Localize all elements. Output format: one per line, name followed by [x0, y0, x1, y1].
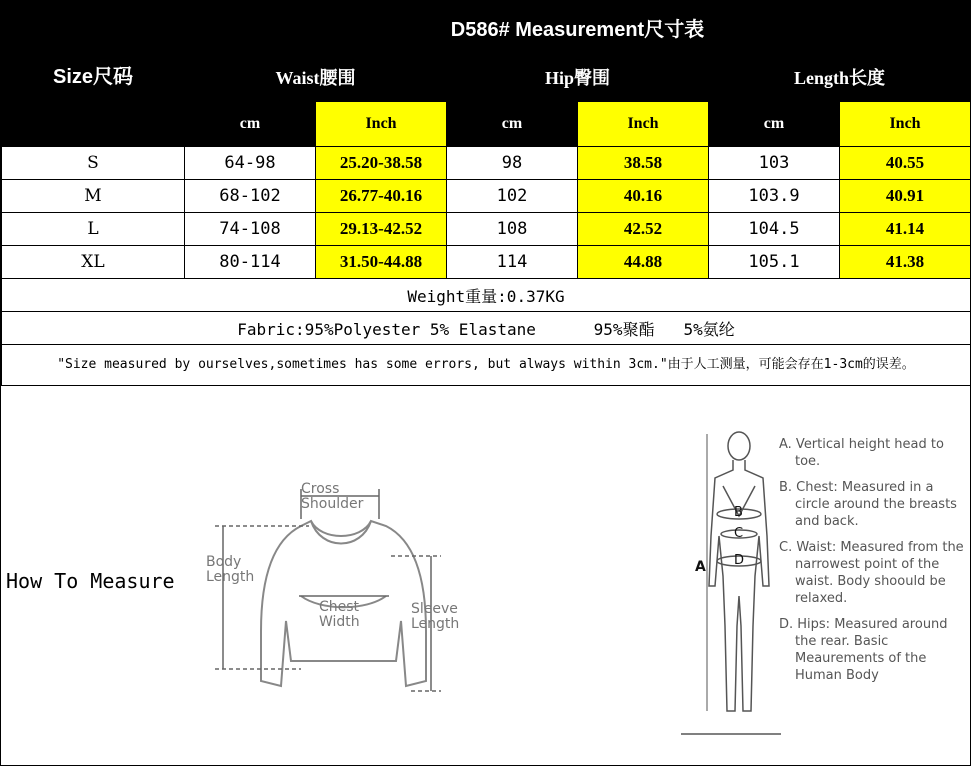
size-cell: XL	[2, 246, 185, 279]
marker-a: A	[695, 559, 706, 575]
chest-width-label-2: Width	[319, 614, 360, 630]
unit-header: Inch	[578, 102, 709, 147]
body-length-label-2: Length	[206, 569, 255, 585]
length-inch-cell: 40.91	[840, 180, 971, 213]
hip-header: Hip臀围	[447, 53, 709, 102]
marker-b: B	[734, 505, 743, 520]
size-header: Size尺码	[2, 2, 185, 147]
hip-cm-cell: 108	[447, 213, 578, 246]
legend-item-hips: D. Hips: Measured around the rear. Basic Meaurements of the Human Body	[779, 617, 948, 683]
waist-cm-cell: 68-102	[185, 180, 316, 213]
shirt-diagram	[201, 471, 471, 701]
marker-d: D	[734, 553, 745, 568]
size-cell: S	[2, 147, 185, 180]
length-inch-cell: 40.55	[840, 147, 971, 180]
table-title: D586# Measurement尺寸表	[185, 2, 971, 53]
waist-cm-cell: 80-114	[185, 246, 316, 279]
measurement-legend	[779, 436, 964, 693]
sleeve-length-label-2: Length	[411, 616, 460, 632]
unit-header: cm	[709, 102, 840, 147]
table-row	[2, 180, 971, 213]
length-inch-cell: 41.14	[840, 213, 971, 246]
table-row	[2, 213, 971, 246]
shirt-collar	[311, 521, 371, 536]
hip-cm-cell: 102	[447, 180, 578, 213]
hip-cm-cell: 114	[447, 246, 578, 279]
hip-inch-cell: 42.52	[578, 213, 709, 246]
length-cm-cell: 104.5	[709, 213, 840, 246]
waist-header: Waist腰围	[185, 53, 447, 102]
body-outline	[709, 460, 769, 711]
waist-cm-cell: 64-98	[185, 147, 316, 180]
legend-item-waist: C. Waist: Measured from the narrowest point of the waist. Body shoould be relaxed.	[779, 540, 964, 606]
legend-item-height: A. Vertical height head to toe.	[779, 437, 944, 469]
waist-inch-cell: 31.50-44.88	[316, 246, 447, 279]
table-row	[2, 246, 971, 279]
how-to-measure-label: How To Measure	[6, 569, 175, 593]
body-diagram	[681, 426, 781, 736]
length-cm-cell: 103.9	[709, 180, 840, 213]
table-row	[2, 147, 971, 180]
unit-header: Inch	[840, 102, 971, 147]
size-cell: M	[2, 180, 185, 213]
cross-shoulder-label-2: Shoulder	[301, 496, 364, 512]
head-shape	[728, 432, 750, 460]
length-inch-cell: 41.38	[840, 246, 971, 279]
hip-inch-cell: 38.58	[578, 147, 709, 180]
body-length-label-1: Body	[206, 554, 242, 570]
sleeve-length-label-1: Sleeve	[411, 601, 458, 617]
unit-header: Inch	[316, 102, 447, 147]
length-header: Length长度	[709, 53, 971, 102]
size-table	[1, 1, 971, 386]
marker-c: C	[734, 526, 744, 541]
length-cm-cell: 103	[709, 147, 840, 180]
waist-inch-cell: 29.13-42.52	[316, 213, 447, 246]
chest-width-label-1: Chest	[319, 599, 360, 615]
cross-shoulder-label-1: Cross	[301, 481, 340, 497]
fabric-info: Fabric:95%Polyester 5% Elastane 95%聚酯 5%氨纶	[2, 312, 971, 345]
waist-inch-cell: 25.20-38.58	[316, 147, 447, 180]
waist-inch-cell: 26.77-40.16	[316, 180, 447, 213]
length-cm-cell: 105.1	[709, 246, 840, 279]
hip-inch-cell: 40.16	[578, 180, 709, 213]
unit-header: cm	[447, 102, 578, 147]
waist-cm-cell: 74-108	[185, 213, 316, 246]
measurement-note: "Size measured by ourselves,sometimes has some errors, but always within 3cm."由于人工测量，可能会存在1-3cm的误差。	[2, 345, 971, 386]
hip-cm-cell: 98	[447, 147, 578, 180]
unit-header: cm	[185, 102, 316, 147]
weight-info: Weight重量:0.37KG	[2, 279, 971, 312]
size-cell: L	[2, 213, 185, 246]
hip-inch-cell: 44.88	[578, 246, 709, 279]
legend-item-chest: B. Chest: Measured in a circle around the breasts and back.	[779, 480, 957, 529]
